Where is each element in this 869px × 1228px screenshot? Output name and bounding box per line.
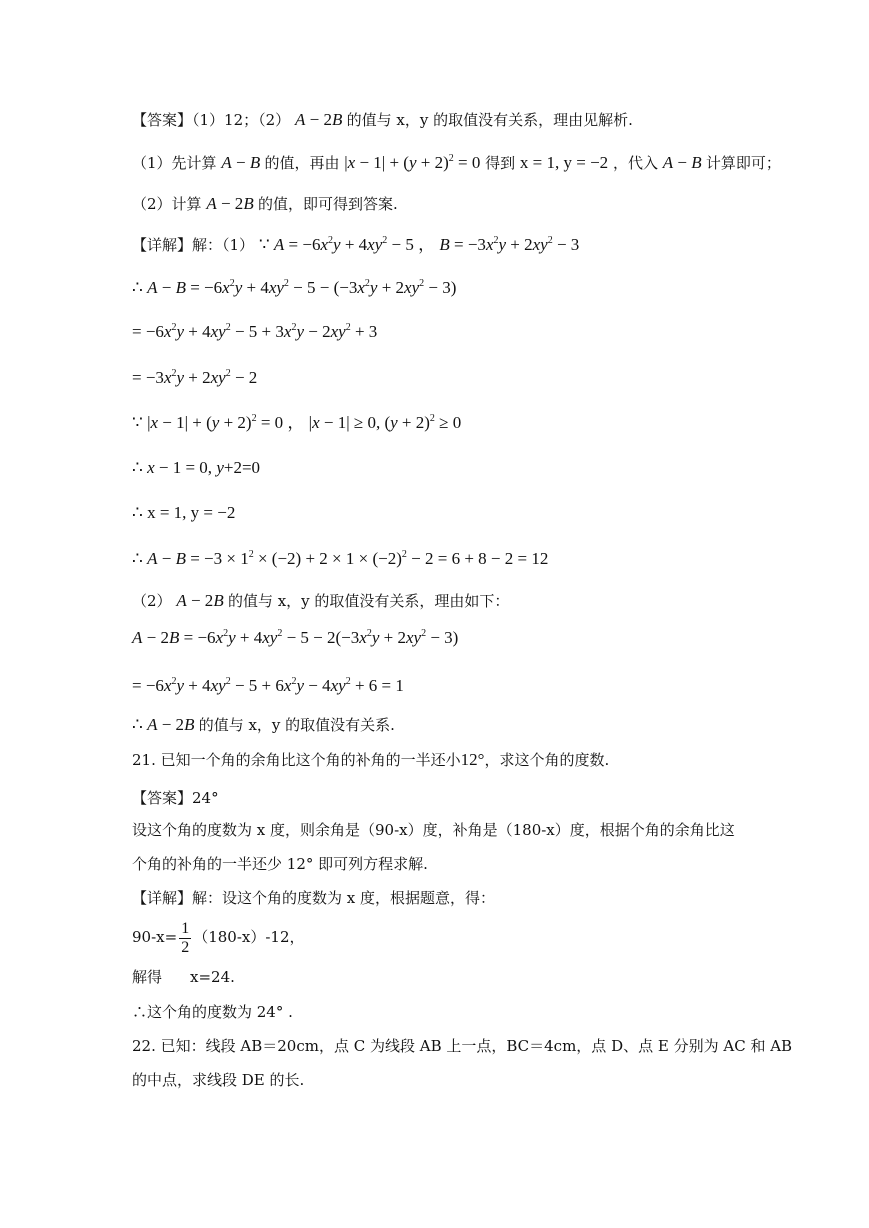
analysis-line-1: （1）先计算 A − B 的值，再由 $|x - 1| + (y + 2)^2 = 0$ 得到 x = 1, y = −2 ，代入 A − B 计算即可； [132, 153, 781, 172]
solve-21: 解得 x=24. [132, 968, 235, 986]
analysis-21-line-2: 个角的补角的一半还少 12° 即可列方程求解. [132, 855, 428, 873]
math-step-1: ∴ $A - B = -6x^2y + 4xy^2 - 5 - (-3x^2y + 2xy^2 - 3)$ [132, 278, 457, 297]
question-21: 21. 已知一个角的余角比这个角的补角的一半还小12°，求这个角的度数. [132, 750, 610, 769]
math-step-4: ∵ $|x - 1| + (y + 2)^2 = 0$ ， |x − 1| ≥ 0, $(y + 2)^2 \ge 0$ [132, 413, 462, 432]
answer-21: 【答案】24° [132, 789, 219, 807]
detail-part-2: （2） A − 2B 的值与 x，y 的取值没有关系，理由如下： [132, 591, 510, 610]
analysis-line-2: （2）计算 A − 2B 的值，即可得到答案. [132, 194, 398, 213]
math-a-2b: A − 2B [294, 110, 343, 129]
math-step-2: = $-6x^2y + 4xy^2 - 5 + 3x^2y - 2xy^2 + 3$ [132, 322, 378, 341]
answer-line-1: 【答案】（1）12；（2） A − 2B 的值与 x，y 的取值没有关系，理由见解析. [132, 110, 633, 129]
math-step-6: ∴ x = 1, y = −2 [132, 503, 236, 522]
math-step-5: ∴ x − 1 = 0, y+2=0 [132, 458, 261, 477]
detail-conclusion: ∴ A − 2B 的值与 x，y 的取值没有关系. [132, 715, 395, 734]
question-22-line-1: 22. 已知：线段 AB＝20cm，点 C 为线段 AB 上一点，BC＝4cm，点 D、点 E 分别为 AC 和 AB [132, 1037, 793, 1055]
math-step-8: $A - 2B = -6x^2y + 4xy^2 - 5 - 2(-3x^2y + 2xy^2 - 3)$ [132, 628, 459, 647]
equation-21: 90-x= $\frac{1}{2}$ （180-x）-12， [132, 919, 305, 956]
conclusion-21: ∴这个角的度数为 24° . [132, 1003, 293, 1021]
math-given-ab: ∵ $A = -6x^2y + 4xy^2 - 5$ ， $B = -3x^2y + 2xy^2 - 3$ [258, 235, 580, 254]
math-step-9: = $-6x^2y + 4xy^2 - 5 + 6x^2y - 4xy^2 + 6 = 1$ [132, 676, 404, 695]
question-22-line-2: 的中点，求线段 DE 的长. [132, 1071, 305, 1089]
detail-21: 【详解】解：设这个角的度数为 x 度，根据题意，得： [132, 889, 495, 907]
math-step-3: = $-3x^2y + 2xy^2 - 2$ [132, 368, 258, 387]
math-abs-condition: $|x - 1| + (y + 2)^2 = 0$ [344, 153, 481, 172]
analysis-21-line-1: 设这个角的度数为 x 度，则余角是（90-x）度，补角是（180-x）度，根据个角的余角比这 [132, 821, 735, 839]
math-step-7: ∴ $A - B = -3 \times 1^2 \times (-2) + 2 \times 1 \times (-2)^2 - 2 = 6 + 8 - 2 = 12$ [132, 549, 549, 568]
fraction-one-half: $\frac{1}{2}$ [181, 919, 190, 956]
detail-line-1: 【详解】解：（1） ∵ $A = -6x^2y + 4xy^2 - 5$ ， $B = -3x^2y + 2xy^2 - 3$ [132, 235, 580, 254]
